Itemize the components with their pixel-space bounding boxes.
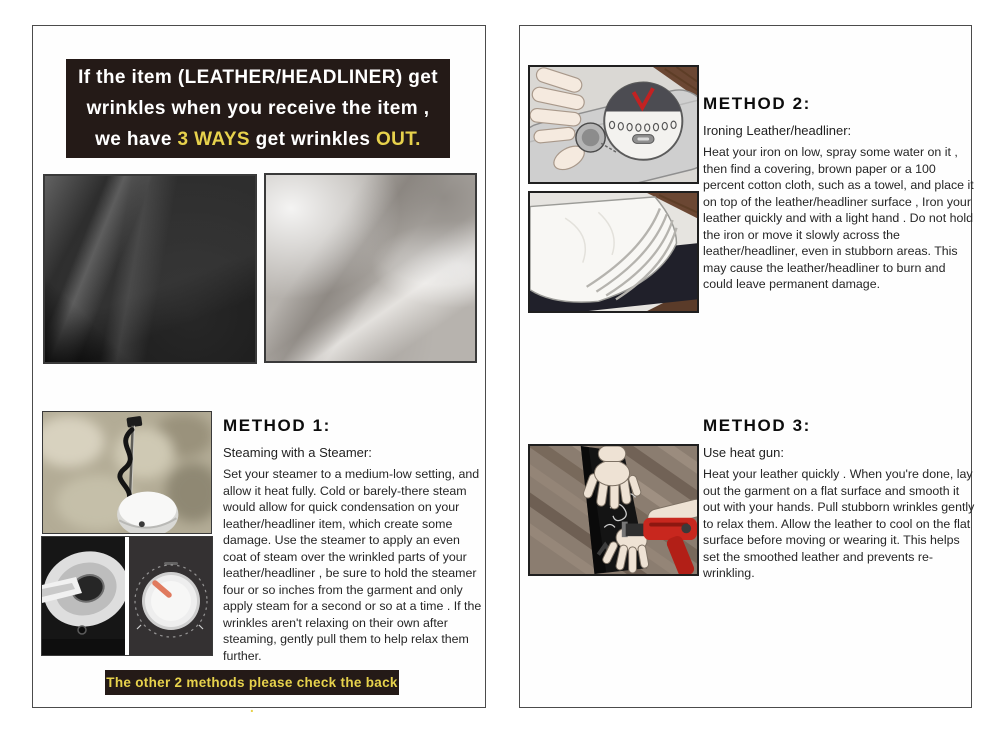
garment-steamer-illustration [43,412,211,533]
back-note-text: The other 2 methods please check the back . [106,675,398,715]
cotton-cloth-illustration [528,191,699,313]
method1-section [223,416,485,664]
method3-heading: METHOD 3: [703,416,811,435]
iron-dial-drawing [530,67,697,182]
front-page-panel [32,25,486,715]
method2-body: Heat your iron on low, spray some water on it , then find a covering, brown paper or a 100 percent cotton cloth, such as a towel, and place it on top of the leather/headliner surface , Iron your leather quickly and with a light hand . Do not hold the iron or move it slowly across the leather/headliner, even in stubborn areas. This may cause the leather/headliner to burn and could leave permanent damage. [703,145,974,291]
steamer-dial-illustration [129,537,212,655]
folded-towel-drawing [530,193,697,311]
method1-heading: METHOD 1: [223,416,331,435]
headline-line3-text-b: get wrinkles [250,129,376,150]
steamer-nozzle-closeup-photo [42,537,125,655]
method2-section [703,94,975,293]
headline-line3-text-a: we have [95,129,178,150]
heat-gun-photo [528,444,699,576]
headline-banner [66,59,450,158]
method3-section [703,416,975,582]
method2-heading: METHOD 2: [703,94,811,113]
back-note-banner [105,670,399,715]
headline-line1: If the item (LEATHER/HEADLINER) get [78,67,438,88]
iron-dial-illustration [528,65,699,184]
wrinkled-gray-headliner-photo [264,173,477,363]
headline-line3 [66,124,450,155]
headline-3ways-highlight: 3 WAYS [177,129,250,150]
steamer-dial-closeup-photo [129,537,212,655]
method3-subheading: Use heat gun: [703,445,784,460]
headline-line2: wrinkles when you receive the item , [86,98,430,119]
method2-subheading: Ironing Leather/headliner: [703,123,852,138]
steamer-nozzle-illustration [42,537,125,655]
method1-body: Set your steamer to a medium-low setting, and allow it heat fully. Cold or barely-there steam would allow for quick condensation on your leather/headliner item, which create some damage. Use the steamer to apply an even coat of steam over the wrinkled parts of your leather/headliner , be sure to hold the steamer four or so inches from the garment and only apply steam for a second or so at a time . If the wrinkles aren't relaxing on their own after steaming, gently pull them to help relax them further. [223,467,482,663]
back-page-panel [519,25,975,708]
headline-out-highlight: OUT. [375,129,421,150]
steamer-detail-photos [41,536,213,656]
method1-subheading: Steaming with a Steamer: [223,445,372,460]
wrinkled-black-leather-photo [43,174,257,364]
garment-steamer-photo [42,411,212,534]
method3-body: Heat your leather quickly . When you're done, lay out the garment on a flat surface and smooth it out with your hands. Pull stubborn wrinkles gently to relax them. Allow the leather to cool on the flat surface before moving or wearing it. This helps set the smoothed leather and prevents re-wrinkling. [703,467,975,580]
heat-gun-illustration [530,446,697,574]
